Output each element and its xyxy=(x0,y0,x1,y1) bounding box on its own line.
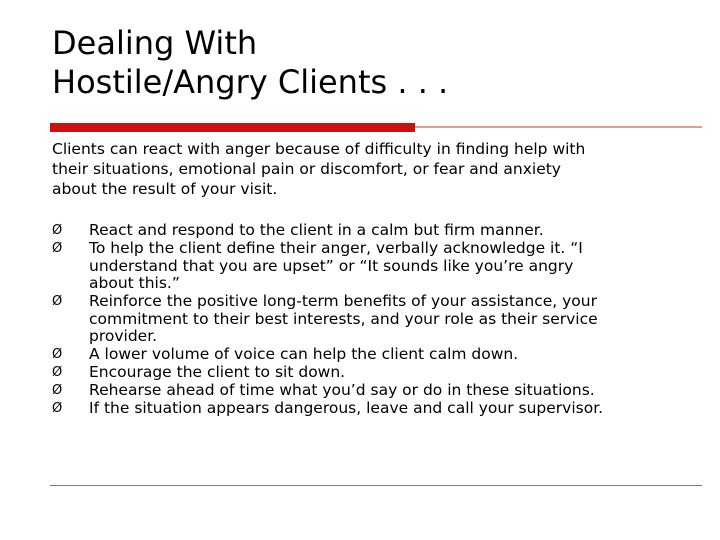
arrow-bullet-icon: Ø xyxy=(52,365,63,380)
arrow-bullet-icon: Ø xyxy=(52,294,63,309)
bullet-item xyxy=(52,222,712,240)
bullet-line: about this.” xyxy=(89,274,180,292)
arrow-bullet-icon: Ø xyxy=(52,347,63,362)
bullet-line: A lower volume of voice can help the client calm down. xyxy=(89,345,519,363)
bullet-item xyxy=(52,293,712,346)
arrow-bullet-icon: Ø xyxy=(52,401,63,416)
bullet-text xyxy=(89,346,712,364)
intro-line: about the result of your visit. xyxy=(52,180,278,198)
bullet-text xyxy=(89,293,712,346)
arrow-bullet-icon: Ø xyxy=(52,223,63,238)
bullet-item xyxy=(52,240,712,293)
footer-divider xyxy=(50,485,702,486)
bullet-text xyxy=(89,364,712,382)
bullet-text xyxy=(89,240,712,293)
bullet-text xyxy=(89,222,712,240)
bullet-line: React and respond to the client in a calm but firm manner. xyxy=(89,221,544,239)
bullet-item xyxy=(52,364,712,382)
arrow-bullet-icon: Ø xyxy=(52,241,63,256)
intro-paragraph xyxy=(52,139,682,199)
intro-line: Clients can react with anger because of difficulty in finding help with xyxy=(52,140,586,158)
bullet-line: understand that you are upset” or “It sounds like you’re angry xyxy=(89,256,574,275)
bullet-item xyxy=(52,400,712,418)
bullet-line: Encourage the client to sit down. xyxy=(89,363,346,381)
bullet-list xyxy=(52,222,712,418)
title-accent-bar xyxy=(50,123,415,132)
slide-title xyxy=(52,24,692,102)
bullet-text xyxy=(89,382,712,400)
bullet-line: provider. xyxy=(89,327,158,345)
title-line-1: Dealing With xyxy=(52,24,258,62)
bullet-line: Reinforce the positive long-term benefits of your assistance, your xyxy=(89,292,597,310)
bullet-line: If the situation appears dangerous, leave and call your supervisor. xyxy=(89,399,604,417)
intro-line: their situations, emotional pain or discomfort, or fear and anxiety xyxy=(52,160,561,178)
bullet-item xyxy=(52,346,712,364)
bullet-text xyxy=(89,400,712,418)
arrow-bullet-icon: Ø xyxy=(52,383,63,398)
bullet-line: To help the client define their anger, verbally acknowledge it. “I xyxy=(89,239,583,257)
bullet-line: Rehearse ahead of time what you’d say or do in these situations. xyxy=(89,381,595,399)
bullet-item xyxy=(52,382,712,400)
title-line-2: Hostile/Angry Clients . . . xyxy=(52,63,449,101)
bullet-line: commitment to their best interests, and your role as their service xyxy=(89,309,598,328)
